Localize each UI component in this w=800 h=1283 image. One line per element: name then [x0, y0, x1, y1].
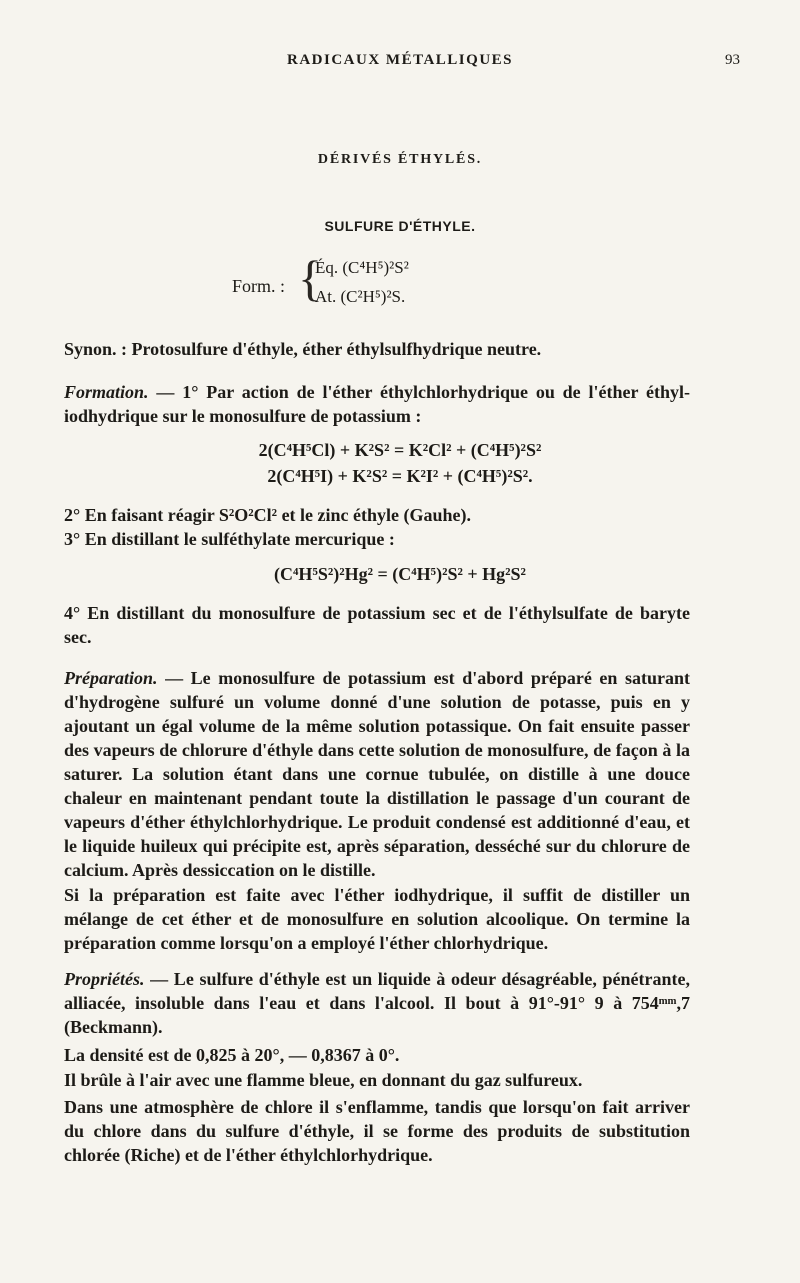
section-title: DÉRIVÉS ÉTHYLÉS.	[317, 152, 483, 167]
preparation-paragraph-2: Si la préparation est faite avec l'éther iodhydrique, il suffit de distiller un mélange de cet éther et de monosulfure en solution alcoolique. On termine la préparation comme lorsqu'on a employé l'éther chlorhydrique.	[64, 885, 690, 953]
preparation-text-1: — Le monosulfure de potassium est d'abord préparé en saturant d'hydrogène sulfuré un volume donné d'une solution de potasse, puis en y ajoutant un égal volume de la même solution potassique. On fait ensuite passer des vapeurs de chlorure d'éthyle dans cette solution de monosulfure, de façon à la saturer. La solution étant dans une cornue tubulée, on distille à une douce chaleur en maintenant pendant toute la distillation le passage d'un courant de vapeurs d'éther éthylchlorhydrique. Le produit condensé est additionné d'eau, et le liquide huileux qui précipite est, après séparation, desséché sur du chlorure de calcium. Après dessiccation on le distille.	[64, 668, 690, 880]
properties-paragraph-2: La densité est de 0,825 à 20°, — 0,8367 à 0°.	[64, 1045, 400, 1065]
formation-paragraph-4: 4° En distillant du monosulfure de potassium sec et de l'éthylsulfate de baryte sec.	[64, 603, 690, 647]
brace-icon: {	[298, 250, 322, 306]
equation-2: 2(C⁴H⁵I) + K²S² = K²I² + (C⁴H⁵)²S².	[267, 466, 533, 486]
equation-1: 2(C⁴H⁵Cl) + K²S² = K²Cl² + (C⁴H⁵)²S²	[258, 440, 542, 460]
formation-paragraph-1	[64, 380, 690, 428]
formula-label: Form. :	[232, 276, 286, 296]
formation-paragraph-3: 3° En distillant le sulféthylate mercurique :	[64, 529, 395, 549]
properties-paragraph-4: Dans une atmosphère de chlore il s'enflamme, tandis que lorsqu'on fait arriver du chlore dans du sulfure d'éthyle, il se forme des produits de substitution chlorée (Riche) et de l'éther éthylchlorhydrique.	[64, 1097, 690, 1165]
equation-3: (C⁴H⁵S²)²Hg² = (C⁴H⁵)²S² + Hg²S²	[274, 564, 526, 584]
preparation-lead: Préparation.	[64, 668, 158, 688]
formation-lead: Formation.	[64, 382, 149, 402]
properties-paragraph-3: Il brûle à l'air avec une flamme bleue, en donnant du gaz sulfureux.	[64, 1070, 583, 1090]
formula-at-line: At. (C²H⁵)²S.	[315, 287, 406, 306]
running-head: RADICAUX MÉTALLIQUES	[287, 52, 513, 68]
subsection-title: SULFURE D'ÉTHYLE.	[324, 218, 476, 234]
formula-eq-line: Éq. (C⁴H⁵)²S²	[315, 258, 409, 277]
page-number: 93	[725, 52, 740, 68]
formation-paragraph-2: 2° En faisant réagir S²O²Cl² et le zinc éthyle (Gauhe).	[64, 505, 472, 525]
properties-text-1: — Le sulfure d'éthyle est un liquide à odeur désagréable, pénétrante, alliacée, insoluble dans l'eau et dans l'alcool. Il bout à 91°-91° 9 à 754ᵐᵐ,7 (Beckmann).	[64, 969, 690, 1037]
preparation-paragraph-1	[64, 666, 690, 882]
formation-text-1: — 1° Par action de l'éther éthylchlorhydrique ou de l'éther éthyl-iodhydrique sur le monosulfure de potassium :	[64, 382, 691, 426]
synonyms-paragraph: Synon. : Protosulfure d'éthyle, éther éthylsulfhydrique neutre.	[64, 339, 542, 359]
properties-paragraph-1	[64, 967, 690, 1039]
properties-lead: Propriétés.	[64, 969, 145, 989]
